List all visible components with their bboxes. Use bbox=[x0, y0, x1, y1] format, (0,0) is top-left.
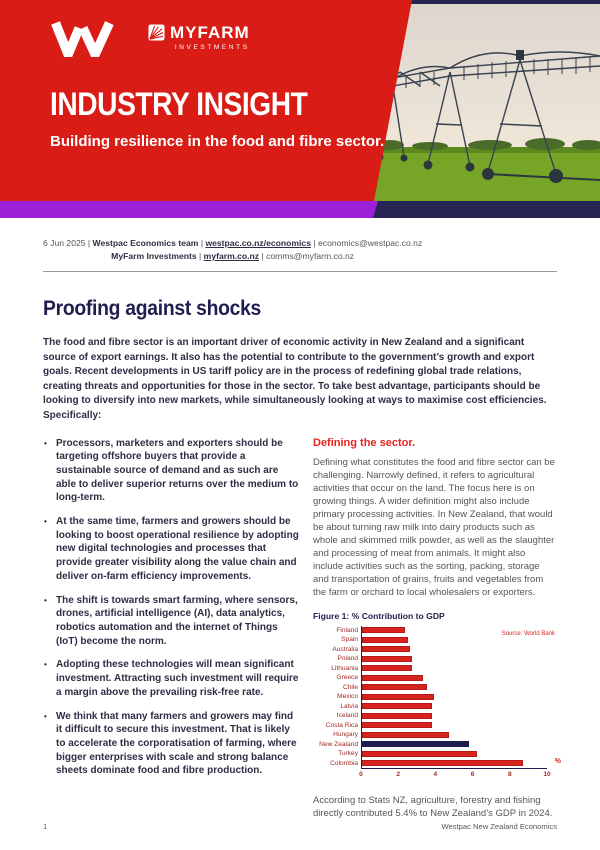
chart-bar-track bbox=[362, 626, 547, 636]
publication-meta bbox=[43, 237, 422, 263]
chart-category-labels bbox=[313, 626, 361, 770]
myfarm-link[interactable]: myfarm.co.nz bbox=[203, 251, 260, 261]
chart-x-tick-label: 8 bbox=[507, 771, 512, 779]
chart-bar bbox=[362, 741, 469, 747]
report-title: INDUSTRY INSIGHT bbox=[50, 86, 308, 122]
chart-bar-track bbox=[362, 759, 547, 769]
two-column-layout bbox=[43, 436, 561, 821]
chart-x-tick-label: 6 bbox=[470, 771, 475, 779]
chart-bar bbox=[362, 684, 427, 690]
chart-category-label: Australia bbox=[332, 645, 358, 653]
chart-bar bbox=[362, 713, 432, 719]
chart-x-tick-label: 2 bbox=[396, 771, 401, 779]
chart-bar-track bbox=[362, 721, 547, 731]
myfarm-logo-icon bbox=[148, 24, 165, 41]
chart-bar-track bbox=[362, 749, 547, 759]
chart-bar bbox=[362, 732, 449, 738]
report-subtitle: Building resilience in the food and fibre sector. bbox=[50, 133, 385, 150]
myfarm-subtitle: INVESTMENTS bbox=[174, 44, 250, 51]
chart-bar bbox=[362, 656, 412, 662]
chart-category-label: New Zealand bbox=[319, 740, 358, 748]
logo-row bbox=[50, 21, 250, 57]
myfarm-name: MYFARM bbox=[170, 23, 250, 42]
chart-category-label: Costa Rica bbox=[325, 721, 358, 729]
chart-bar bbox=[362, 751, 477, 757]
chart-unit-label: % bbox=[554, 758, 561, 766]
chart-bar-track bbox=[362, 683, 547, 693]
chart-bar bbox=[362, 675, 423, 681]
article-content bbox=[0, 297, 600, 820]
chart-category-label: Lithuania bbox=[331, 664, 358, 672]
separator: | bbox=[261, 251, 264, 261]
list-item: • The shift is towards smart farming, where sensors, drones, artificial intelligence (AI), data analytics, robotics automation and the internet of Things (IoT) become the norm. bbox=[43, 594, 299, 649]
article-headline: Proofing against shocks bbox=[43, 297, 262, 320]
chart-body bbox=[313, 626, 557, 770]
chart-bar bbox=[362, 646, 410, 652]
list-item: • Adopting these technologies will mean significant investment. Attracting such investment will require a margin above the prevailing risk-free rate. bbox=[43, 658, 299, 699]
chart-bar-track bbox=[362, 673, 547, 683]
chart-category-label: Latvia bbox=[340, 702, 358, 710]
meta-line-2 bbox=[43, 250, 422, 263]
chart-category-label: Hungary bbox=[333, 731, 358, 739]
left-column bbox=[43, 437, 299, 821]
westpac-economics-link[interactable]: westpac.co.nz/economics bbox=[205, 238, 311, 248]
chart-bar bbox=[362, 722, 432, 728]
chart-x-tick-label: 0 bbox=[359, 771, 363, 779]
chart-source-note: Source: World Bank bbox=[501, 630, 555, 637]
chart-bar bbox=[362, 694, 434, 700]
westpac-logo-icon bbox=[50, 21, 116, 57]
chart-category-label: Colombia bbox=[330, 759, 358, 767]
chart-bar-track bbox=[362, 645, 547, 655]
chart-x-tick-label: 4 bbox=[433, 771, 438, 779]
right-column bbox=[313, 436, 561, 821]
chart-bar-track bbox=[362, 740, 547, 750]
meta-block-wrap bbox=[0, 218, 600, 264]
economics-email: economics@westpac.co.nz bbox=[318, 238, 423, 248]
publish-date: 6 Jun 2025 bbox=[43, 238, 86, 248]
chart-category-label: Mexico bbox=[337, 693, 358, 701]
list-item: • At the same time, farmers and growers should be looking to boost operational resilience by adopting new digital technologies and processes that provide greater visibility along the value chain and deliver on-farm efficiency improvements. bbox=[43, 515, 299, 584]
separator: | bbox=[87, 238, 91, 248]
chart-bar bbox=[362, 637, 408, 643]
chart-bar-track bbox=[362, 730, 547, 740]
chart-bar bbox=[362, 627, 405, 633]
key-points-list bbox=[43, 437, 299, 778]
chart-bar-track bbox=[362, 654, 547, 664]
chart-plot-area bbox=[361, 626, 547, 770]
page-footer bbox=[43, 822, 557, 831]
myfarm-wordmark bbox=[170, 24, 250, 51]
chart-category-label: Finland bbox=[336, 626, 358, 634]
chart-bar-track bbox=[362, 664, 547, 674]
purple-accent-bar bbox=[0, 201, 600, 218]
chart-category-label: Chile bbox=[342, 683, 358, 691]
list-item: • Processors, marketers and exporters should be targeting offshore buyers that provide a sustainable source of demand and as such are able to deliver superior returns over the medium to long-term. bbox=[43, 437, 299, 506]
chart-x-axis bbox=[359, 769, 551, 781]
intro-paragraph: The food and fibre sector is an important driver of economic activity in New Zealand and a significant source of export earnings. It also has the potential to contribute to the government’s growth and export goals. Recent developments in US tariff policy are in the process of redefining global trade relations, creating threats and opportunities for those in the sector. To take best advantage, participants should be looking to diversify into new markets, while simultaneously looking at ways to maximise cost efficiencies. Specifically: bbox=[43, 337, 547, 421]
chart-category-label: Iceland bbox=[336, 712, 358, 720]
chart-bar-track bbox=[362, 711, 547, 721]
page-number: 1 bbox=[43, 822, 48, 831]
myfarm-email: comms@myfarm.co.nz bbox=[266, 251, 355, 261]
chart-category-label: Poland bbox=[337, 655, 358, 663]
myfarm-logo bbox=[148, 24, 250, 51]
chart-category-label: Spain bbox=[341, 636, 358, 644]
header-banner bbox=[0, 0, 600, 218]
list-item: • We think that many farmers and growers may find it difficult to secure this investment. That is likely to accelerate the corporatisation of farming, where bigger enterprises with scale and strong balance sheets dominate food and fibre production. bbox=[43, 710, 299, 779]
section-heading: Defining the sector. bbox=[313, 436, 416, 449]
chart-bar bbox=[362, 703, 432, 709]
header-bottom-bar bbox=[0, 201, 600, 218]
chart-caption: According to Stats NZ, agriculture, forestry and fishing directly contributed 5.4% to New Zealand’s GDP in 2024. bbox=[313, 795, 553, 820]
chart-category-label: Greece bbox=[336, 674, 358, 682]
gdp-contribution-chart bbox=[313, 626, 561, 782]
chart-bar-track bbox=[362, 692, 547, 702]
sector-paragraph: Defining what constitutes the food and fibre sector can be challenging. Narrowly defined, it refers to agricultural activities that occur on the land. The focus here is on growing things. A wider definition might also include primary processing activities. In New Zealand, that would be about turning raw milk into dairy products such as whole and skimmed milk powder, as well as the slaughter and processing of meat from animals. It might also include activities such as the sorting, packing, storage and transportation of grains, fruits and vegetables from the farm or orchard to local wholesalers or exporters. bbox=[313, 456, 555, 598]
chart-x-tick-label: 10 bbox=[543, 771, 551, 779]
chart-bar-track bbox=[362, 635, 547, 645]
figure-title: Figure 1: % Contribution to GDP bbox=[313, 610, 445, 621]
chart-category-label: Turkey bbox=[338, 750, 358, 758]
chart-bar bbox=[362, 665, 412, 671]
footer-brand: Westpac New Zealand Economics bbox=[441, 822, 557, 831]
myfarm-team-name: MyFarm Investments bbox=[111, 251, 197, 261]
team-name: Westpac Economics team bbox=[92, 238, 199, 248]
meta-line-1 bbox=[43, 237, 422, 250]
separator: | bbox=[313, 238, 316, 248]
divider-rule bbox=[43, 271, 557, 272]
separator: | bbox=[200, 238, 204, 248]
chart-bar bbox=[362, 760, 523, 766]
separator: | bbox=[199, 251, 202, 261]
chart-bar-track bbox=[362, 702, 547, 712]
